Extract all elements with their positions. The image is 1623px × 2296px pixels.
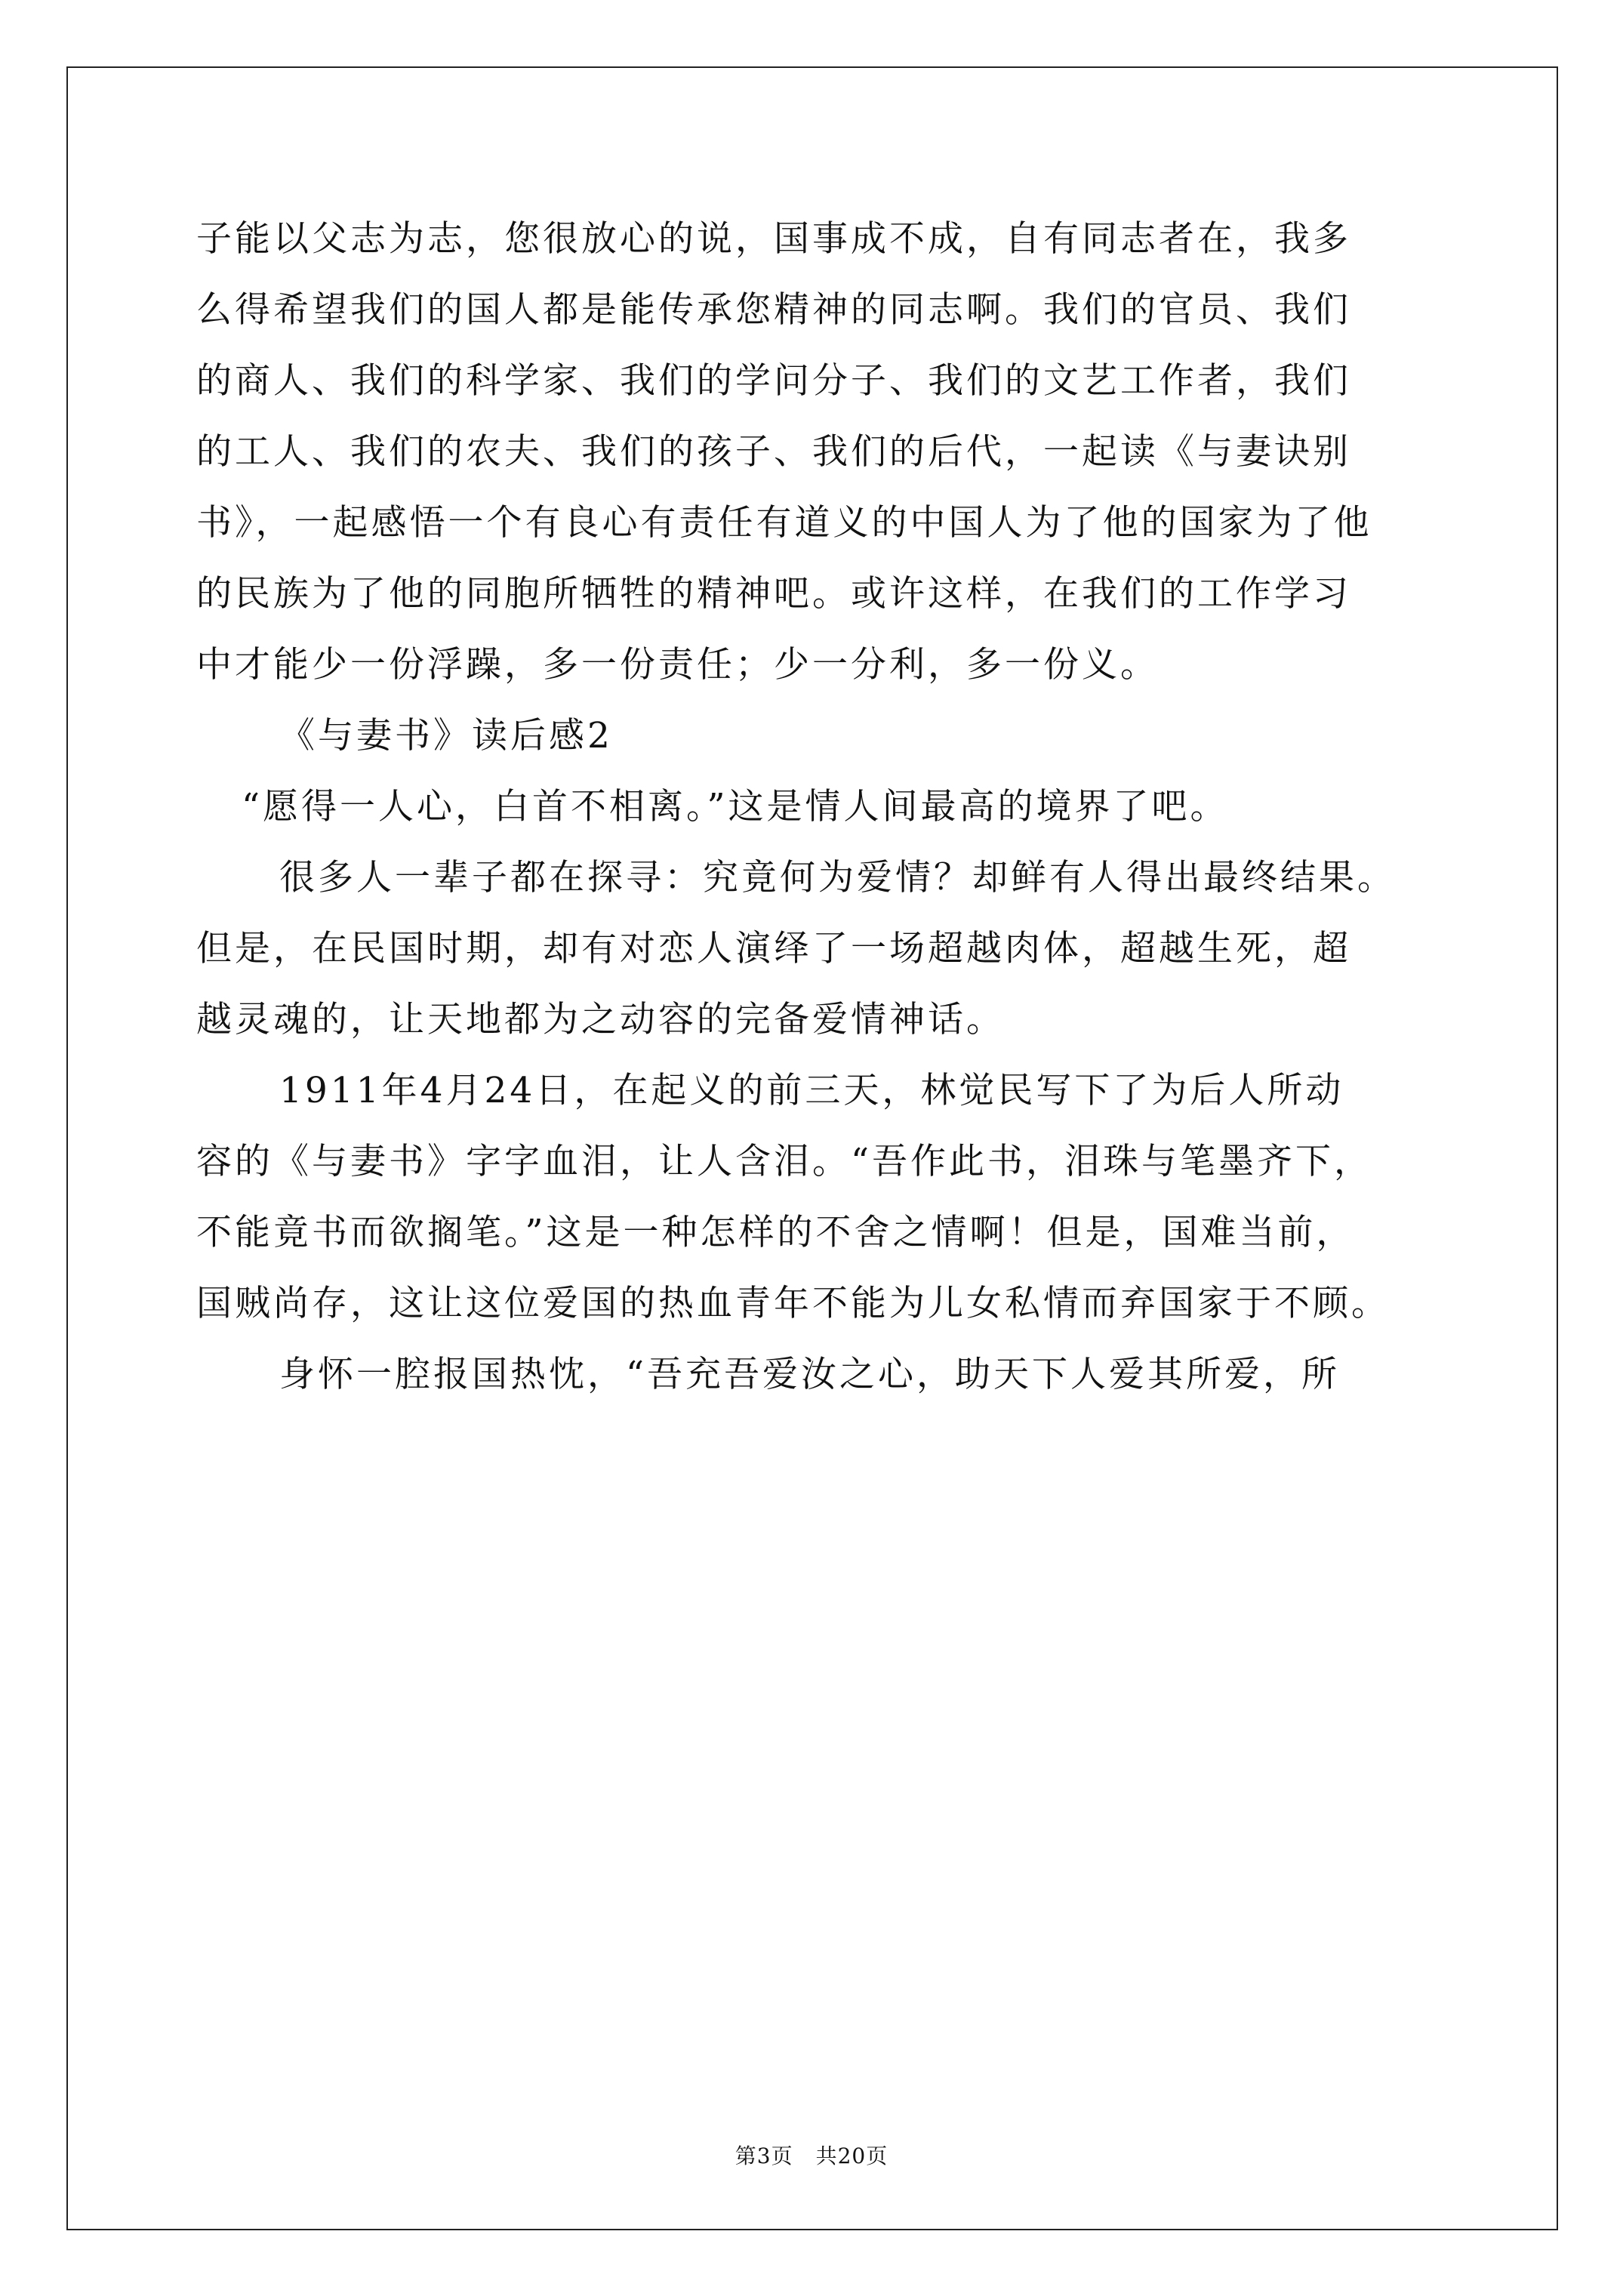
text-line: 中才能少一份浮躁，多一份责任；少一分利，多一份义。 — [196, 644, 1159, 686]
text-line: 容的《与妻书》字字血泪，让人含泪。“吾作此书，泪珠与笔墨齐下， — [196, 1141, 1373, 1182]
text-line: 1911年4月24日，在起义的前三天，林觉民写下了为后人所动 — [279, 1070, 1344, 1111]
text-line: 但是，在民国时期，却有对恋人演绎了一场超越肉体，超越生死，超 — [196, 928, 1351, 969]
text-line: 国贼尚存，这让这位爱国的热血青年不能为儿女私情而弃国家于不顾。 — [196, 1283, 1390, 1324]
text-line: 不能竟书而欲搁笔。”这是一种怎样的不舍之情啊！但是，国难当前， — [196, 1212, 1355, 1253]
text-line: 身怀一腔报国热忱，“吾充吾爱汝之心，助天下人爱其所爱，所 — [279, 1354, 1341, 1395]
text-line: 的商人、我们的科学家、我们的学问分子、我们的文艺工作者，我们 — [196, 360, 1351, 402]
page-total: 共20页 — [815, 2143, 888, 2168]
text-line: 书》，一起感悟一个有良心有责任有道义的中国人为了他的国家为了他 — [196, 502, 1372, 544]
page-footer — [0, 2140, 1623, 2170]
section-heading: 《与妻书》读后感2 — [279, 715, 613, 757]
page-number: 第3页 — [735, 2143, 793, 2168]
text-line: 子能以父志为志，您很放心的说，国事成不成，自有同志者在，我多 — [196, 218, 1351, 260]
text-line: “愿得一人心，白首不相离。”这是情人间最高的境界了吧。 — [242, 786, 1229, 827]
text-line: 越灵魂的，让天地都为之动容的完备爱情神话。 — [196, 999, 1005, 1040]
text-line: 很多人一辈子都在探寻：究竟何为爱情？却鲜有人得出最终结果。 — [279, 857, 1396, 898]
text-line: 么得希望我们的国人都是能传承您精神的同志啊。我们的官员、我们 — [196, 289, 1351, 331]
document-body — [196, 204, 1449, 1410]
text-line: 的民族为了他的同胞所牺牲的精神吧。或许这样，在我们的工作学习 — [196, 573, 1351, 615]
text-line: 的工人、我们的农夫、我们的孩子、我们的后代，一起读《与妻诀别 — [196, 431, 1351, 473]
